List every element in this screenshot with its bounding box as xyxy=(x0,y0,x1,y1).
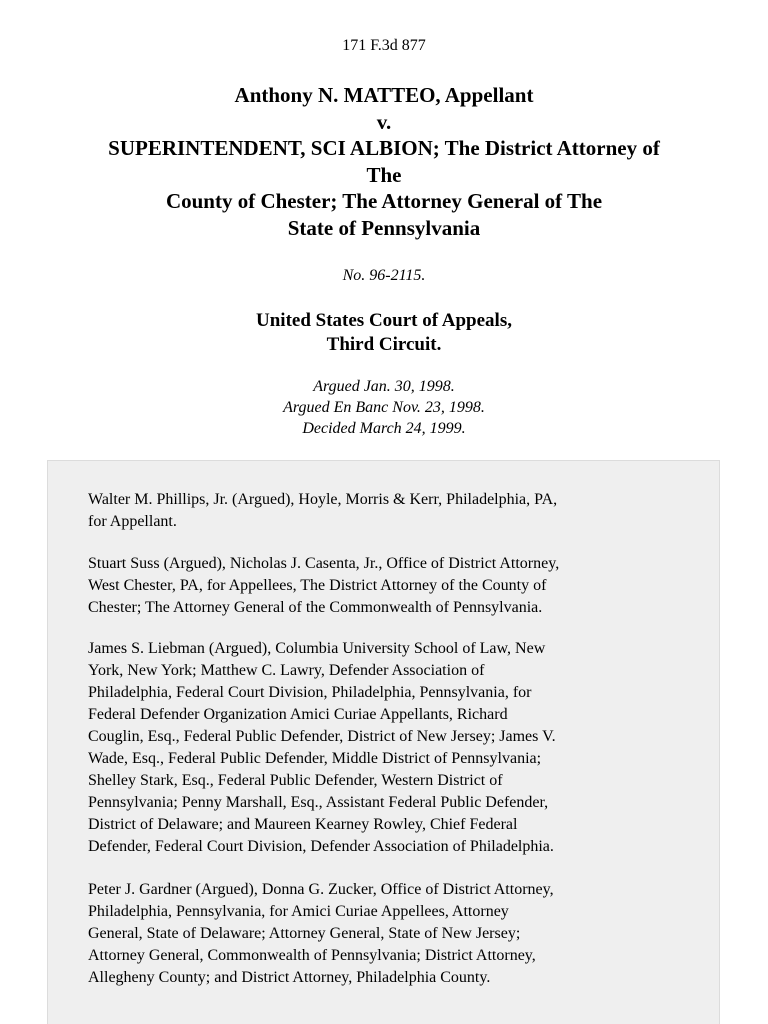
date-line: Argued Jan. 30, 1998. xyxy=(313,378,455,395)
counsel-line: Federal Defender Organization Amici Curiae Appellants, Richard xyxy=(88,706,508,723)
counsel-line: General, State of Delaware; Attorney General, State of New Jersey; xyxy=(88,925,521,942)
docket-number: No. 96-2115. xyxy=(342,267,426,284)
counsel-line: Philadelphia, Federal Court Division, Philadelphia, Pennsylvania, for xyxy=(88,684,532,701)
counsel-line: James S. Liebman (Argued), Columbia University School of Law, New xyxy=(88,640,546,657)
counsel-line: York, New York; Matthew C. Lawry, Defender Association of xyxy=(88,662,485,679)
counsel-line: Philadelphia, Pennsylvania, for Amici Curiae Appellees, Attorney xyxy=(88,903,509,920)
caption-line: The xyxy=(366,162,402,187)
counsel-paragraph xyxy=(88,489,688,533)
court-name xyxy=(0,309,768,357)
court-line: Third Circuit. xyxy=(326,334,442,355)
caption-line: State of Pennsylvania xyxy=(287,215,481,240)
counsel-line: Couglin, Esq., Federal Public Defender, District of New Jersey; James V. xyxy=(88,728,556,745)
counsel-line: Peter J. Gardner (Argued), Donna G. Zucker, Office of District Attorney, xyxy=(88,881,554,898)
counsel-line: Pennsylvania; Penny Marshall, Esq., Assistant Federal Public Defender, xyxy=(88,794,549,811)
counsel-line: West Chester, PA, for Appellees, The District Attorney of the County of xyxy=(88,577,547,594)
date-line: Decided March 24, 1999. xyxy=(302,420,466,437)
counsel-line: Stuart Suss (Argued), Nicholas J. Casenta, Jr., Office of District Attorney, xyxy=(88,555,560,572)
counsel-line: Chester; The Attorney General of the Commonwealth of Pennsylvania. xyxy=(88,599,543,616)
counsel-line: Allegheny County; and District Attorney, Philadelphia County. xyxy=(88,969,491,986)
counsel-line: Wade, Esq., Federal Public Defender, Middle District of Pennsylvania; xyxy=(88,750,542,767)
counsel-paragraph xyxy=(88,553,688,619)
counsel-line: District of Delaware; and Maureen Kearney Rowley, Chief Federal xyxy=(88,816,518,833)
counsel-line: for Appellant. xyxy=(88,513,177,530)
date-line: Argued En Banc Nov. 23, 1998. xyxy=(283,399,485,416)
counsel-line: Defender, Federal Court Division, Defender Association of Philadelphia. xyxy=(88,838,554,855)
caption-line: SUPERINTENDENT, SCI ALBION; The District Attorney of xyxy=(108,136,660,160)
caption-line: Anthony N. MATTEO, Appellant xyxy=(234,83,534,107)
case-caption xyxy=(40,82,728,241)
counsel-line: Walter M. Phillips, Jr. (Argued), Hoyle, Morris & Kerr, Philadelphia, PA, xyxy=(88,491,558,508)
caption-line: v. xyxy=(376,109,392,134)
counsel-section xyxy=(47,460,720,1024)
counsel-line: Shelley Stark, Esq., Federal Public Defender, Western District of xyxy=(88,772,503,789)
caption-line: County of Chester; The Attorney General of The xyxy=(165,189,603,213)
reporter-citation: 171 F.3d 877 xyxy=(342,37,426,54)
court-line: United States Court of Appeals, xyxy=(256,310,512,331)
counsel-paragraph xyxy=(88,879,688,989)
counsel-paragraph xyxy=(88,638,688,858)
case-dates xyxy=(0,376,768,439)
counsel-line: Attorney General, Commonwealth of Pennsylvania; District Attorney, xyxy=(88,947,536,964)
